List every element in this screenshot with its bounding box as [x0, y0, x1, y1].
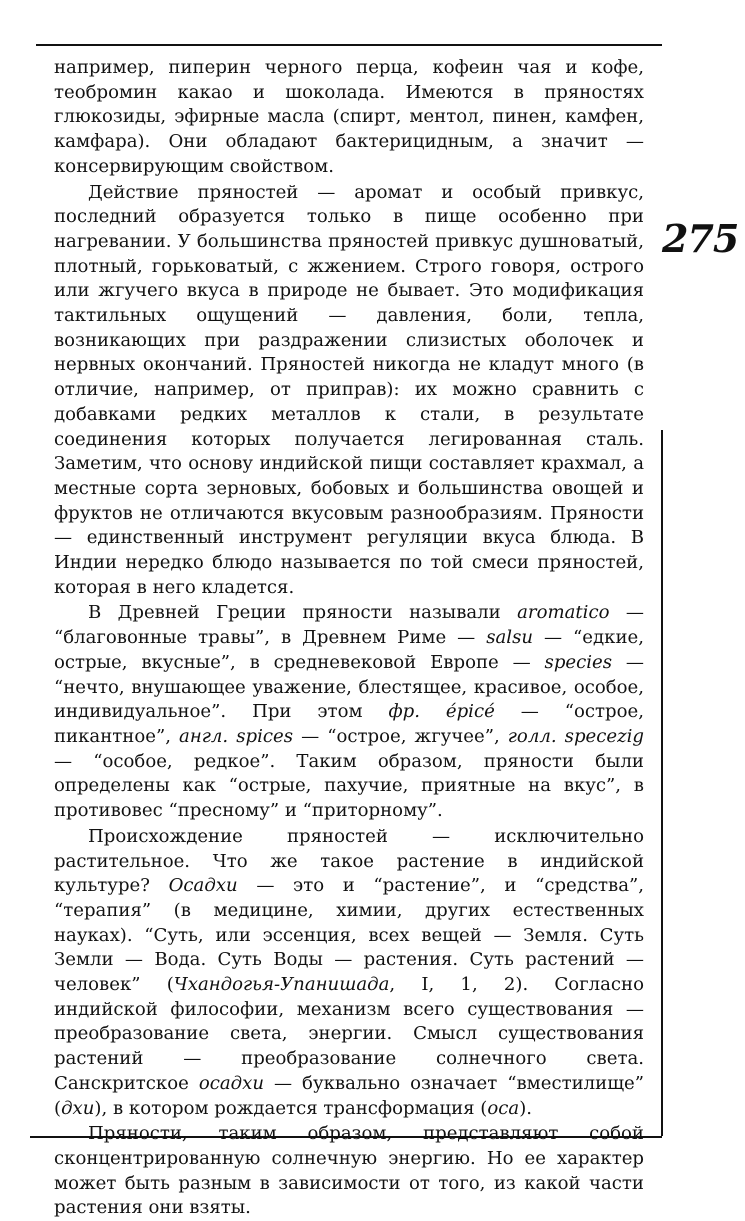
paragraph-4: Происхождение пряностей — исключительно растительное. Что же такое растение в индийской культуре? Осадхи — это и “растение”, и “средства”, “терапия” (в медицине, химии, других естественных науках). “Суть, или эссенция, всех вещей — Земля. Суть Земли — Вода. Суть Воды — растения. Суть растений — человек” (Чхандогья-Упанишада, I, 1, 2). Согласно индийской философии, механизм всего существования — преобразование света, энергии. Смысл существования растений — преобразование солнечного света. Санскритское осадхи — буквально означает “вместилище” (дхи), в котором рождается трансформация (оса). — [54, 825, 644, 1119]
paragraph-3: В Древней Греции пряности называли aromatico — “благовонные травы”, в Древнем Риме — salsu — “едкие, острые, вкусные”, в средневековой Европе — species — “нечто, внушающее уважение, блестящее, красивое, особое, индивидуальное”. При этом фр. épicé — “острое, пикантное”, англ. spices — “острое, жгучее”, голл. specezig — “особое, редкое”. Таким образом, пряности были определены как “острые, пахучие, приятные на вкус”, в противовес “пресному” и “приторному”. — [54, 602, 645, 822]
paragraph-2: Действие пряностей — аромат и особый привкус, последний образуется только в пище особенно при нагревании. У большинства пряностей привкус душноватый, плотный, горьковатый, с жжением. Строго говоря, острого или жгучего вкуса в природе не бывает. Это модификация тактильных ощущений — давления, боли, тепла, возникающих при раздражении слизистых оболочек и нервных окончаний. Пряностей никогда не кладут много (в отличие, например, от приправ): их можно сравнить с добавками редких металлов к стали, в результате соединения которых получается легированная сталь. Заметим, что основу индийской пищи составляет крахмал, а местные сорта зерновых, бобовых и большинства овощей и фруктов не отличаются вкусовым разнообразиям. Пряности — единственный инструмент регуляции вкуса блюда. В Индии нередко блюдо называется по той смеси пряностей, которая в него кладется. — [54, 181, 644, 598]
term-epice: фр. épicé — [388, 701, 495, 723]
term-salsu: salsu — [486, 627, 534, 649]
term-osadhi: Осадхи — [168, 875, 238, 897]
body-text — [54, 56, 644, 1221]
term-specezig: голл. specezig — [507, 725, 645, 747]
page-number: 275 — [662, 216, 739, 261]
term-osadhi-2: осадхи — [198, 1072, 264, 1094]
paragraph-5: Пряности, таким образом, представляют собой сконцентрированную солнечную энергию. Но ее характер может быть разным в зависимости от того, из какой части растения они взяты. — [54, 1123, 644, 1219]
right-margin-rule — [661, 430, 663, 1136]
term-dhi: дхи — [61, 1097, 95, 1119]
term-aromatico: aromatico — [517, 602, 610, 624]
citation-chandogya: Чхандогья-Упанишада — [173, 974, 390, 996]
paragraph-1: например, пиперин черного перца, кофеин чая и кофе, теобромин какао и шоколада. Имеются в пряностях глюкозиды, эфирные масла (спирт, ментол, пинен, камфен, камфара). Они обладают бактерицидным, а значит — консервирующим свойством. — [54, 57, 644, 177]
term-species: species — [544, 651, 613, 673]
term-osa: оса — [487, 1097, 520, 1119]
term-spices: англ. spices — [179, 725, 294, 747]
top-rule — [36, 44, 662, 46]
